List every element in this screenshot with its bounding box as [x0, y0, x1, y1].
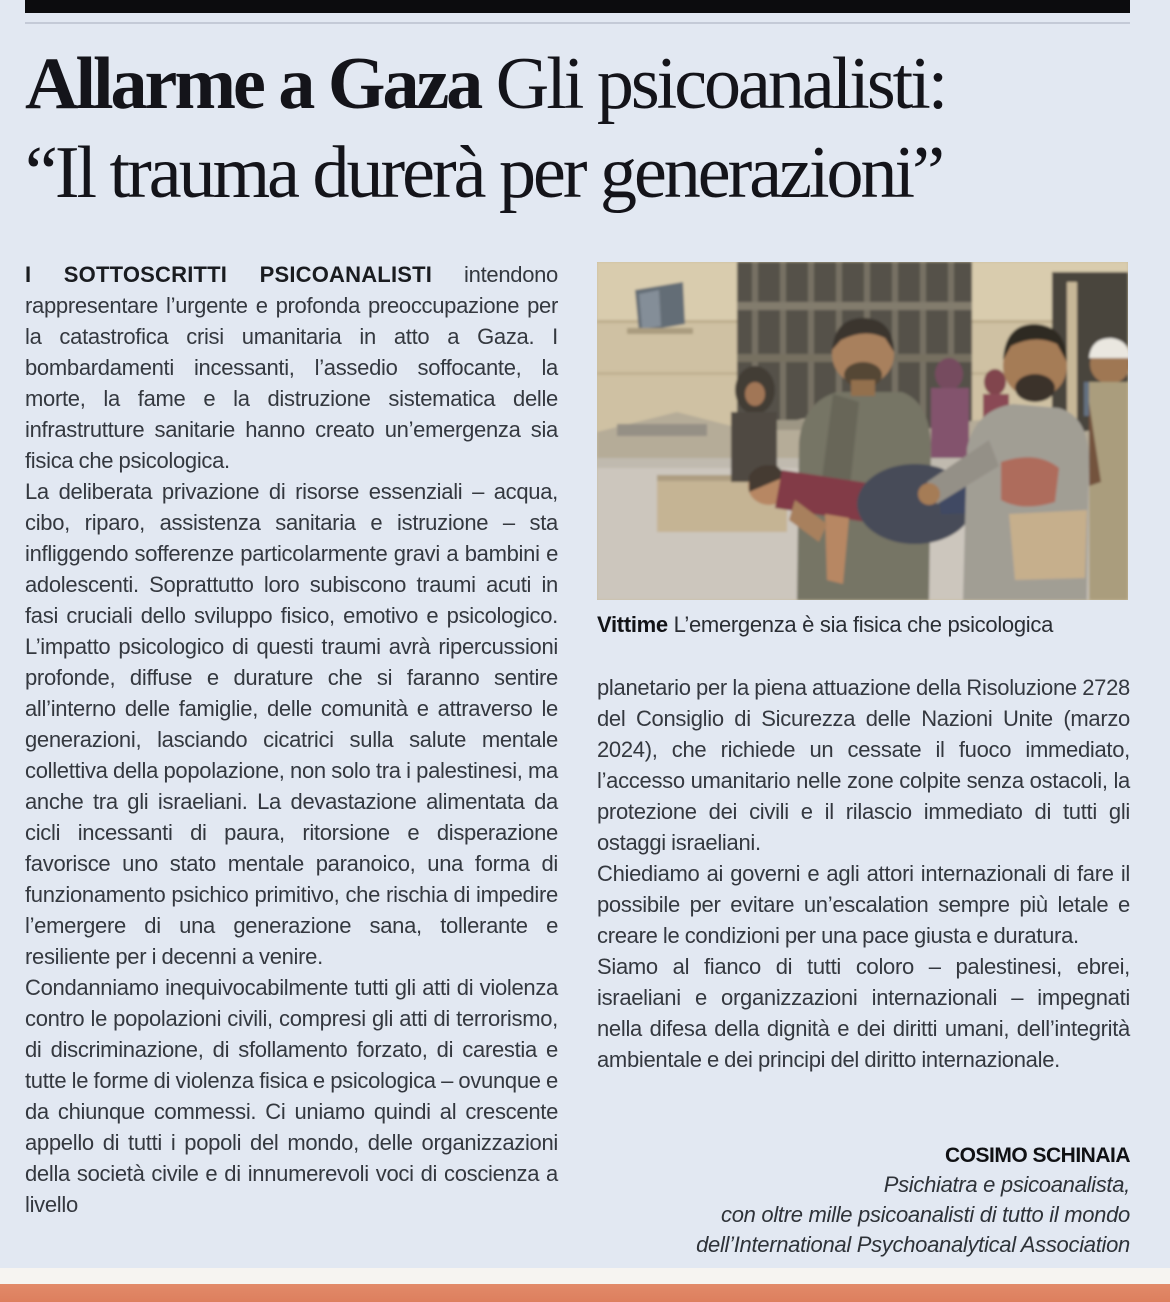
author-name: COSIMO SCHINAIA: [944, 1144, 1130, 1167]
paragraph: Siamo al fianco di tutti coloro – palestinesi, ebrei, israeliani e organizzazioni internazionali – impegnati nella difesa della dignità e dei diritti umani, dell’integrità ambientale e dei principi del diritto internazionale.: [597, 954, 1130, 1072]
article-column-right: [597, 672, 1130, 1075]
bottom-orange-bar: [0, 1284, 1170, 1302]
signature-line2: con oltre mille psicoanalisti di tutto il mondo: [721, 1202, 1130, 1227]
photo-caption: Vittime L’emergenza è sia fisica che psicologica: [597, 612, 1053, 637]
article-signature: [597, 1142, 1130, 1260]
top-rule-bar: [25, 0, 1130, 13]
bottom-white-strip: [0, 1268, 1170, 1284]
paragraph: planetario per la piena attuazione della Risoluzione 2728 del Consiglio di Sicurezza delle Nazioni Unite (marzo 2024), che richiede un cessate il fuoco immediato, l’accesso umanitario nelle zone colpite senza ostacoli, la protezione dei civili e il rilascio immediato di tutti gli ostaggi israeliani.: [597, 675, 1130, 855]
article-headline: [25, 40, 1147, 218]
paragraph: Condanniamo inequivocabilmente tutti gli atti di violenza contro le popolazioni civili, compresi gli atti di terrorismo, di discriminazione, di sfollamento forzato, di carestia e tutte le forme di violenza fisica e psicologica – ovunque e da chiunque commessi. Ci uniamo quindi al crescente appello di tutti i popoli del mondo, delle organizzazioni della società civile e di innumerevoli voci di coscienza a livello: [25, 975, 558, 1217]
headline-kicker: Allarme a Gaza: [25, 43, 481, 125]
headline-line2: “Il trauma durerà per generazioni”: [25, 132, 942, 214]
signature-line3: dell’International Psychoanalytical Association: [696, 1232, 1130, 1257]
paragraph: I SOTTOSCRITTI PSICOANALISTI intendono rappresentare l’urgente e profonda preoccupazione per la catastrofica crisi umanitaria in atto a Gaza. I bombardamenti incessanti, l’assedio soffocante, la morte, la fame e la distruzione sistematica delle infrastrutture sanitarie hanno creato un’emergenza sia fisica che psicologica.: [25, 262, 558, 473]
top-thin-rule: [25, 22, 1130, 24]
article-photo: [597, 262, 1128, 600]
photo-illustration: [597, 262, 1128, 600]
author-role: Psichiatra e psicoanalista,: [883, 1172, 1130, 1197]
headline-line1: Allarme a Gaza Gli psicoanalisti:: [25, 43, 946, 125]
paragraph: Chiediamo ai governi e agli attori internazionali di fare il possibile per evitare un’escalation sempre più letale e creare le condizioni per una pace giusta e duratura.: [597, 861, 1130, 948]
paragraph: La deliberata privazione di risorse essenziali – acqua, cibo, riparo, assistenza sanitaria e istruzione – sta infliggendo sofferenze particolarmente gravi a bambini e adolescenti. Soprattutto loro subiscono traumi acuti in fasi cruciali dello sviluppo fisico, emotivo e psicologico. L’impatto psicologico di questi traumi avrà ripercussioni profonde, diffuse e durature che si faranno sentire all’interno delle famiglie, delle comunità e attraverso le generazioni, lasciando cicatrici sulla salute mentale collettiva della popolazione, non solo tra i palestinesi, ma anche tra gli israeliani. La devastazione alimentata da cicli incessanti di paura, ritorsione e disperazione favorisce uno stato mentale paranoico, una forma di funzionamento psichico primitivo, che rischia di impedire l’emergere di una generazione sana, tollerante e resiliente per i decenni a venire.: [25, 479, 558, 969]
article-column-left: [25, 259, 558, 1220]
lead-in: I SOTTOSCRITTI PSICOANALISTI: [25, 262, 433, 287]
caption-label: Vittime: [597, 612, 668, 637]
